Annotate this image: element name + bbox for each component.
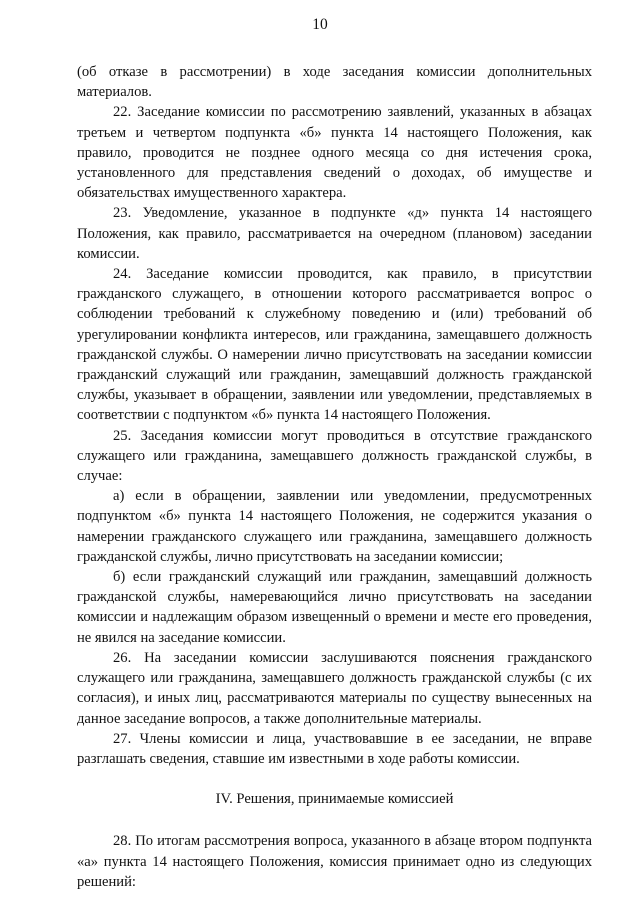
paragraph-23: 23. Уведомление, указанное в подпункте «д» пункта 14 настоящего Положения, как правило, рассматривается на очередном (плановом) заседании комиссии. [77, 205, 592, 262]
document-body [77, 62, 592, 892]
paragraph-25: 25. Заседания комиссии могут проводиться в отсутствие гражданского служащего или гражданина, замещавшего должность гражданской службы, в случае: [77, 427, 592, 485]
paragraph-27: 27. Члены комиссии и лица, участвовавшие в ее заседании, не вправе разглашать сведения, ставшие им известными в ходе работы комиссии. [77, 730, 592, 767]
paragraph-24: 24. Заседание комиссии проводится, как правило, в присутствии гражданского служащего, в отношении которого рассматривается вопрос о соблюдении требований к служебному поведению и (или) требований об урегулировании конфликта интересов, или гражданина, замещавшего должность гражданской службы. О намерении лично присутствовать на заседании комиссии гражданский служащий или гражданин, замещавший должность гражданской службы, указывает в обращении, заявлении или уведомлении, представляемых в соответствии с подпунктом «б» пункта 14 настоящего Положения. [77, 266, 592, 424]
page-number: 10 [312, 16, 328, 33]
paragraph-26: 26. На заседании комиссии заслушиваются пояснения гражданского служащего или гражданина, замещавшего должность гражданской службы (с их согласия), и иных лиц, рассматриваются материалы по существу вынесенных на данное заседание вопросов, а также дополнительные материалы. [77, 649, 592, 727]
section-heading: IV. Решения, принимаемые комиссией [215, 791, 454, 808]
paragraph-25-b: б) если гражданский служащий или гражданин, замещавший должность гражданской службы, намеревающийся лично присутствовать на заседании комиссии и надлежащим образом извещенный о времени и месте его проведения, не явился на заседание комиссии. [77, 569, 592, 646]
paragraph-25-a: а) если в обращении, заявлении или уведомлении, предусмотренных подпунктом «б» пункта 14 настоящего Положения, не содержится указания о намерении гражданского служащего или гражданина, замещавшего должность гражданской службы, лично присутствовать на заседании комиссии; [77, 488, 592, 565]
paragraph-28: 28. По итогам рассмотрения вопроса, указанного в абзаце втором подпункта «а» пункта 14 настоящего Положения, комиссия принимает одно из следующих решений: [77, 833, 592, 890]
paragraph-continuation: (об отказе в рассмотрении) в ходе заседания комиссии дополнительных материалов. [77, 64, 592, 101]
paragraph-22: 22. Заседание комиссии по рассмотрению заявлений, указанных в абзацах третьем и четвертом подпункта «б» пункта 14 настоящего Положения, как правило, проводится не позднее одного месяца со дня истечения срока, установленного для представления сведений о доходах, об имуществе и обязательствах имущественного характера. [77, 104, 592, 202]
